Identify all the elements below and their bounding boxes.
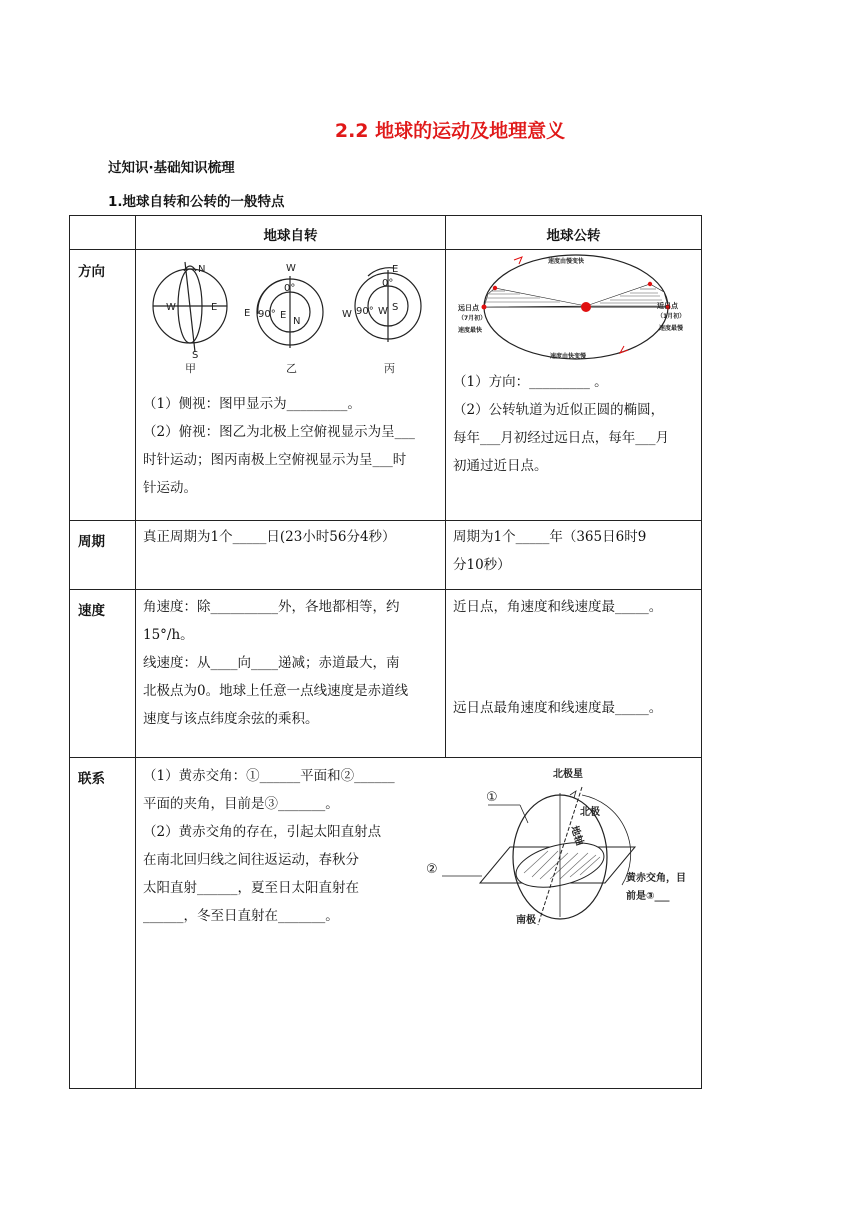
svg-text:黄赤交角，目: 黄赤交角，目 (626, 873, 686, 884)
svg-text:E: E (211, 302, 218, 313)
rotation-diagram (140, 254, 440, 379)
svg-text:速度由慢变快: 速度由慢变快 (548, 258, 585, 265)
obliquity-text: （1）黄赤交角：①______平面和②______ 平面的夹角，目前是③_______。 （2）黄赤交角的存在，引起太阳直射点 在南北回归线之间往返运动，春秋分 太阳直射______，夏至日太阳直射在 ______，冬至日直射在_______。 (143, 768, 395, 924)
svg-text:北极: 北极 (580, 807, 600, 818)
header-revolution: 地球公转 (546, 228, 601, 244)
svg-text:S: S (192, 350, 199, 361)
obliquity-diagram (420, 765, 700, 930)
sun-icon (581, 302, 591, 312)
svg-text:E: E (244, 308, 251, 319)
svg-text:S: S (392, 302, 399, 313)
svg-text:W: W (286, 263, 296, 274)
header-rotation: 地球自转 (263, 228, 318, 244)
svg-text:丙: 丙 (384, 362, 395, 375)
svg-text:地轴: 地轴 (568, 824, 585, 847)
svg-text:前是③___: 前是③___ (626, 891, 670, 902)
row-label-period: 周期 (78, 534, 105, 550)
revolution-period-text: 周期为1个_____年（365日6时9 分10秒） (453, 529, 647, 573)
svg-text:（7月初）: （7月初） (458, 315, 487, 322)
svg-text:W: W (166, 302, 176, 313)
svg-text:E: E (280, 310, 287, 321)
rotation-period-text: 真正周期为1个_____日(23小时56分4秒） (143, 529, 396, 545)
row-label-speed: 速度 (78, 603, 105, 619)
row-label-relation: 联系 (78, 771, 105, 787)
subsection-title: 1.地球自转和公转的一般特点 (108, 194, 285, 210)
svg-text:近日点: 近日点 (657, 302, 678, 310)
svg-text:W: W (378, 306, 388, 317)
svg-text:速度由快变慢: 速度由快变慢 (550, 353, 587, 360)
svg-text:E: E (392, 264, 399, 275)
svg-text:速度最慢: 速度最慢 (659, 325, 684, 332)
svg-text:0°: 0° (284, 283, 296, 294)
svg-text:北极星: 北极星 (553, 769, 583, 780)
svg-text:①: ① (486, 790, 498, 805)
perihelion-speed-text: 近日点，角速度和线速度最_____。 (453, 599, 663, 615)
svg-text:（1月初）: （1月初） (657, 313, 686, 320)
aphelion-speed-text: 远日点最角速度和线速度最_____。 (453, 700, 663, 716)
svg-text:甲: 甲 (185, 362, 196, 375)
svg-text:远日点: 远日点 (458, 304, 479, 312)
svg-text:N: N (198, 264, 206, 275)
revolution-direction-text: （1）方向：_________ 。 （2）公转轨道为近似正圆的椭圆， 每年___月初经过远日点，每年___月 初通过近日点。 (453, 374, 669, 474)
orbit-diagram (450, 250, 700, 365)
row-label-direction: 方向 (78, 264, 105, 280)
svg-text:0°: 0° (382, 278, 394, 289)
svg-text:90°: 90° (258, 309, 276, 320)
rotation-direction-text: （1）侧视：图甲显示为_________。 （2）俯视：图乙为北极上空俯视显示为呈___ 时针运动；图丙南极上空俯视显示为呈___时 针运动。 (143, 396, 415, 496)
svg-text:速度最快: 速度最快 (458, 327, 483, 334)
svg-text:乙: 乙 (286, 362, 297, 375)
svg-text:90°: 90° (356, 306, 374, 317)
svg-text:N: N (293, 316, 301, 327)
svg-text:②: ② (426, 862, 438, 877)
rotation-speed-text: 角速度：除__________外，各地都相等，约 15°/h。 线速度：从____向____递减；赤道最大，南 北极点为0。地球上任意一点线速度是赤道线 速度与该点纬度余弦的乘积。 (143, 599, 409, 727)
svg-text:南极: 南极 (516, 915, 536, 926)
svg-text:W: W (342, 309, 352, 320)
page-title: 2.2 地球的运动及地理意义 (334, 120, 566, 142)
section-label: 过知识·基础知识梳理 (108, 160, 235, 176)
